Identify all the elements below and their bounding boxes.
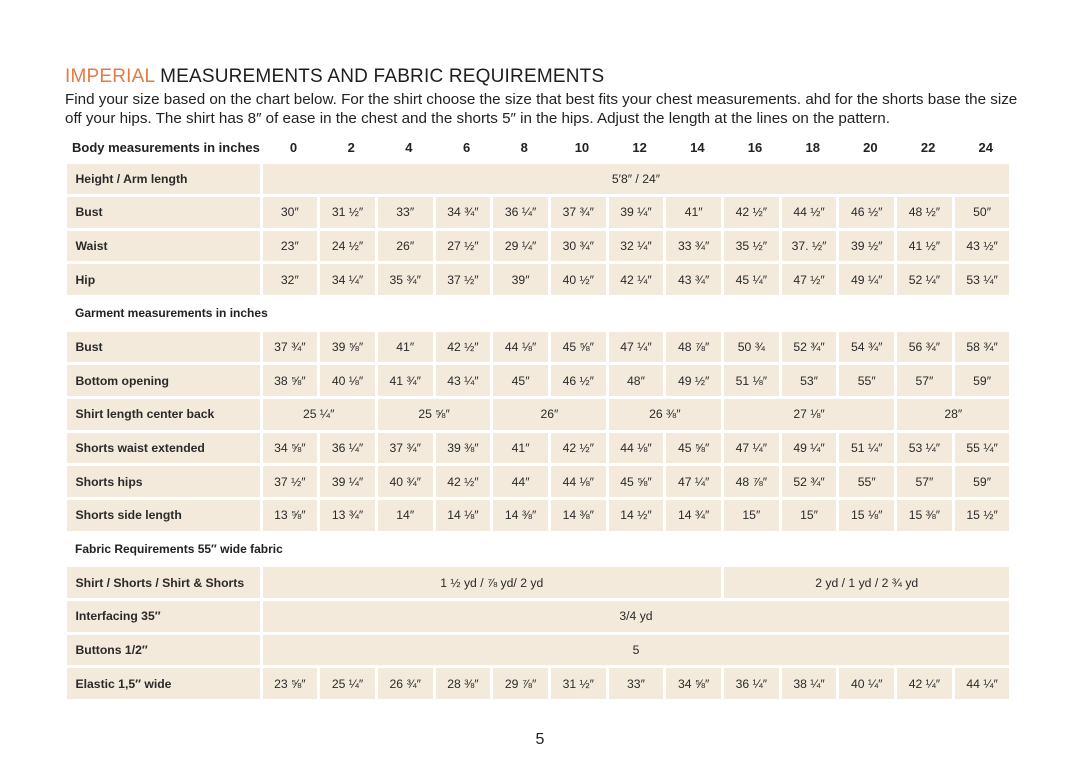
- table-cell: 14 ⅜″: [551, 500, 606, 531]
- table-cell: 14″: [378, 500, 433, 531]
- table-cell: 43 ¼″: [436, 365, 491, 396]
- size-header-18: 18: [805, 140, 820, 155]
- table-cell-merged: 1 ½ yd / ⅞ yd/ 2 yd: [263, 567, 722, 598]
- table-cell: 42 ¼″: [609, 264, 664, 295]
- size-header-12: 12: [632, 140, 647, 155]
- table-cell: 42 ½″: [724, 197, 779, 228]
- table-cell-merged: 25 ⅝″: [378, 399, 490, 430]
- table-cell: 58 ¾″: [955, 332, 1010, 363]
- table-cell: 47 ¼″: [666, 466, 721, 497]
- page-title: [65, 66, 604, 88]
- title-rest: MEASUREMENTS AND FABRIC REQUIREMENTS: [154, 66, 605, 87]
- table-cell-merged: 26″: [493, 399, 605, 430]
- table-cell: 30″: [263, 197, 318, 228]
- table-cell: 59″: [955, 466, 1010, 497]
- table-cell: 25 ¼″: [320, 668, 375, 699]
- table-cell: 43 ½″: [955, 231, 1010, 262]
- table-cell-merged: 5: [263, 635, 1010, 666]
- table-cell: 33″: [378, 197, 433, 228]
- row-label-shorts-hips: Shorts hips: [67, 466, 260, 497]
- table-cell: 37 ¾″: [551, 197, 606, 228]
- table-cell: 31 ½″: [551, 668, 606, 699]
- table-cell: 35 ½″: [724, 231, 779, 262]
- table-cell: 15 ⅜″: [897, 500, 952, 531]
- table-cell: 14 ½″: [609, 500, 664, 531]
- table-cell: 54 ¾″: [839, 332, 894, 363]
- size-header-label: Body measurements in inches: [72, 140, 260, 155]
- table-cell: 48 ⅞″: [724, 466, 779, 497]
- table-cell: 33″: [609, 668, 664, 699]
- table-cell: 47 ½″: [782, 264, 837, 295]
- size-header-24: 24: [978, 140, 993, 155]
- row-label-shorts-waist-extended: Shorts waist extended: [67, 433, 260, 464]
- row-label-hip: Hip: [67, 264, 260, 295]
- table-cell: 40 ⅛″: [320, 365, 375, 396]
- table-cell: 59″: [955, 365, 1010, 396]
- table-cell: 41″: [666, 197, 721, 228]
- row-label-height-arm-length: Height / Arm length: [67, 164, 260, 195]
- table-cell: 30 ¾″: [551, 231, 606, 262]
- table-cell: 42 ½″: [551, 433, 606, 464]
- row-label-shorts-side-length: Shorts side length: [67, 500, 260, 531]
- table-cell: 49 ½″: [666, 365, 721, 396]
- table-cell: 36 ¼″: [320, 433, 375, 464]
- size-header-16: 16: [747, 140, 763, 155]
- table-cell: 40 ¾″: [378, 466, 433, 497]
- size-header-10: 10: [574, 140, 590, 155]
- table-cell: 34 ⅝″: [263, 433, 318, 464]
- row-label-bottom-opening: Bottom opening: [67, 365, 260, 396]
- table-cell: 51 ¼″: [839, 433, 894, 464]
- row-label-bust: Bust: [67, 332, 260, 363]
- table-cell: 26″: [378, 231, 433, 262]
- table-cell: 55″: [839, 365, 894, 396]
- size-header-14: 14: [690, 140, 705, 155]
- table-cell: 15 ½″: [955, 500, 1010, 531]
- table-cell-merged: 5′8″ / 24″: [263, 164, 1010, 195]
- table-cell: 51 ⅛″: [724, 365, 779, 396]
- table-cell: 29 ¼″: [493, 231, 548, 262]
- table-cell: 48″: [609, 365, 664, 396]
- table-cell: 47 ¼″: [724, 433, 779, 464]
- table-cell: 34 ¾″: [436, 197, 491, 228]
- table-cell: 44 ⅛″: [493, 332, 548, 363]
- table-cell: 39 ¼″: [609, 197, 664, 228]
- table-cell: 14 ⅛″: [436, 500, 491, 531]
- table-cell: 47 ¼″: [609, 332, 664, 363]
- table-cell: 31 ½″: [320, 197, 375, 228]
- table-cell: 23″: [263, 231, 318, 262]
- table-cell: 43 ¾″: [666, 264, 721, 295]
- intro-paragraph: Find your size based on the chart below. For the shirt choose the size that best fits your chest measurements. ahd for the shorts base the size off your hips. The shirt has 8″ of ease in the chest and the shorts 5″ in the hips. Adjust the length at the lines on the pattern.: [65, 91, 1018, 127]
- table-cell: 44 ⅛″: [609, 433, 664, 464]
- table-cell-merged: 3/4 yd: [263, 601, 1010, 632]
- table-cell: 41″: [378, 332, 433, 363]
- section-heading: Garment measurements in inches: [75, 306, 268, 321]
- table-cell: 53 ¼″: [897, 433, 952, 464]
- table-cell: 32 ¼″: [609, 231, 664, 262]
- table-cell: 45 ⅝″: [609, 466, 664, 497]
- table-cell: 24 ½″: [320, 231, 375, 262]
- table-cell: 45 ⅝″: [666, 433, 721, 464]
- table-cell: 41″: [493, 433, 548, 464]
- size-header-6: 6: [462, 140, 471, 155]
- size-header-4: 4: [405, 140, 413, 155]
- table-cell: 41 ½″: [897, 231, 952, 262]
- size-header-2: 2: [347, 140, 355, 155]
- table-cell: 38 ¼″: [782, 668, 837, 699]
- table-cell: 49 ¼″: [839, 264, 894, 295]
- table-cell: 40 ¼″: [839, 668, 894, 699]
- table-cell: 34 ⅝″: [666, 668, 721, 699]
- size-header-22: 22: [920, 140, 936, 155]
- table-cell: 36 ¼″: [493, 197, 548, 228]
- table-cell: 14 ¾″: [666, 500, 721, 531]
- table-cell: 44 ⅛″: [551, 466, 606, 497]
- table-cell: 39 ½″: [839, 231, 894, 262]
- table-cell: 13 ¾″: [320, 500, 375, 531]
- table-cell: 28 ⅜″: [436, 668, 491, 699]
- table-cell: 37 ¾″: [378, 433, 433, 464]
- table-cell: 38 ⅝″: [263, 365, 318, 396]
- table-cell: 48 ½″: [897, 197, 952, 228]
- table-cell: 55″: [839, 466, 894, 497]
- page-number: 5: [535, 731, 545, 748]
- size-header-20: 20: [863, 140, 878, 155]
- table-cell: 42 ½″: [436, 332, 491, 363]
- table-cell: 44″: [493, 466, 548, 497]
- table-cell: 39 ⅝″: [320, 332, 375, 363]
- measurement-table: [65, 162, 1011, 701]
- table-cell: 45 ¼″: [724, 264, 779, 295]
- table-cell: 26 ¾″: [378, 668, 433, 699]
- table-cell: 37 ½″: [436, 264, 491, 295]
- table-cell: 48 ⅞″: [666, 332, 721, 363]
- table-cell: 49 ¼″: [782, 433, 837, 464]
- table-cell: 37 ¾″: [263, 332, 318, 363]
- size-header-0: 0: [289, 140, 298, 155]
- table-cell: 13 ⅝″: [263, 500, 318, 531]
- table-cell: 33 ¾″: [666, 231, 721, 262]
- table-cell: 32″: [263, 264, 318, 295]
- row-label-interfacing-35: Interfacing 35″: [67, 601, 260, 632]
- row-label-waist: Waist: [67, 231, 260, 262]
- table-cell: 27 ½″: [436, 231, 491, 262]
- table-cell: 42 ¼″: [897, 668, 952, 699]
- table-cell: 53 ¼″: [955, 264, 1010, 295]
- row-label-buttons-1-2: Buttons 1/2″: [67, 635, 260, 666]
- table-cell: 42 ½″: [436, 466, 491, 497]
- table-cell: 52 ¾″: [782, 466, 837, 497]
- row-label-bust: Bust: [67, 197, 260, 228]
- table-cell: 46 ½″: [839, 197, 894, 228]
- row-label-shirt-length-center-back: Shirt length center back: [67, 399, 260, 430]
- table-cell: 15 ⅛″: [839, 500, 894, 531]
- table-cell: 37 ½″: [263, 466, 318, 497]
- table-cell: 45 ⅝″: [551, 332, 606, 363]
- table-cell: 57″: [897, 365, 952, 396]
- table-cell: 14 ⅜″: [493, 500, 548, 531]
- table-cell-merged: 2 yd / 1 yd / 2 ¾ yd: [724, 567, 1009, 598]
- table-cell: 52 ¼″: [897, 264, 952, 295]
- title-accent: IMPERIAL: [65, 66, 155, 87]
- table-cell: 35 ¾″: [378, 264, 433, 295]
- table-cell: 57″: [897, 466, 952, 497]
- table-cell: 39 ¼″: [320, 466, 375, 497]
- table-cell: 15″: [782, 500, 837, 531]
- table-cell: 40 ½″: [551, 264, 606, 295]
- size-header-row: [65, 140, 1015, 158]
- table-cell-merged: 25 ¼″: [263, 399, 375, 430]
- table-cell: 39 ⅜″: [436, 433, 491, 464]
- table-cell: 41 ¾″: [378, 365, 433, 396]
- table-cell: 36 ¼″: [724, 668, 779, 699]
- row-label-elastic-1-5-wide: Elastic 1,5″ wide: [67, 668, 260, 699]
- size-header-8: 8: [520, 140, 528, 155]
- table-cell: 39″: [493, 264, 548, 295]
- table-cell: 29 ⅞″: [493, 668, 548, 699]
- table-cell: 50″: [955, 197, 1010, 228]
- table-cell-merged: 26 ⅜″: [609, 399, 721, 430]
- section-heading: Fabric Requirements 55″ wide fabric: [75, 542, 283, 557]
- table-cell: 53″: [782, 365, 837, 396]
- table-cell: 44 ½″: [782, 197, 837, 228]
- table-cell: 45″: [493, 365, 548, 396]
- table-cell: 52 ¾″: [782, 332, 837, 363]
- table-cell: 56 ¾″: [897, 332, 952, 363]
- table-cell: 34 ¼″: [320, 264, 375, 295]
- table-cell: 23 ⅝″: [263, 668, 318, 699]
- table-cell: 50 ¾: [724, 332, 779, 363]
- table-cell-merged: 28″: [897, 399, 1009, 430]
- table-cell: 46 ½″: [551, 365, 606, 396]
- row-label-shirt-shorts-shirt-shorts: Shirt / Shorts / Shirt & Shorts: [67, 567, 260, 598]
- table-cell: 15″: [724, 500, 779, 531]
- table-cell: 44 ¼″: [955, 668, 1010, 699]
- table-cell: 55 ¼″: [955, 433, 1010, 464]
- table-cell-merged: 27 ⅛″: [724, 399, 894, 430]
- table-cell: 37. ½″: [782, 231, 837, 262]
